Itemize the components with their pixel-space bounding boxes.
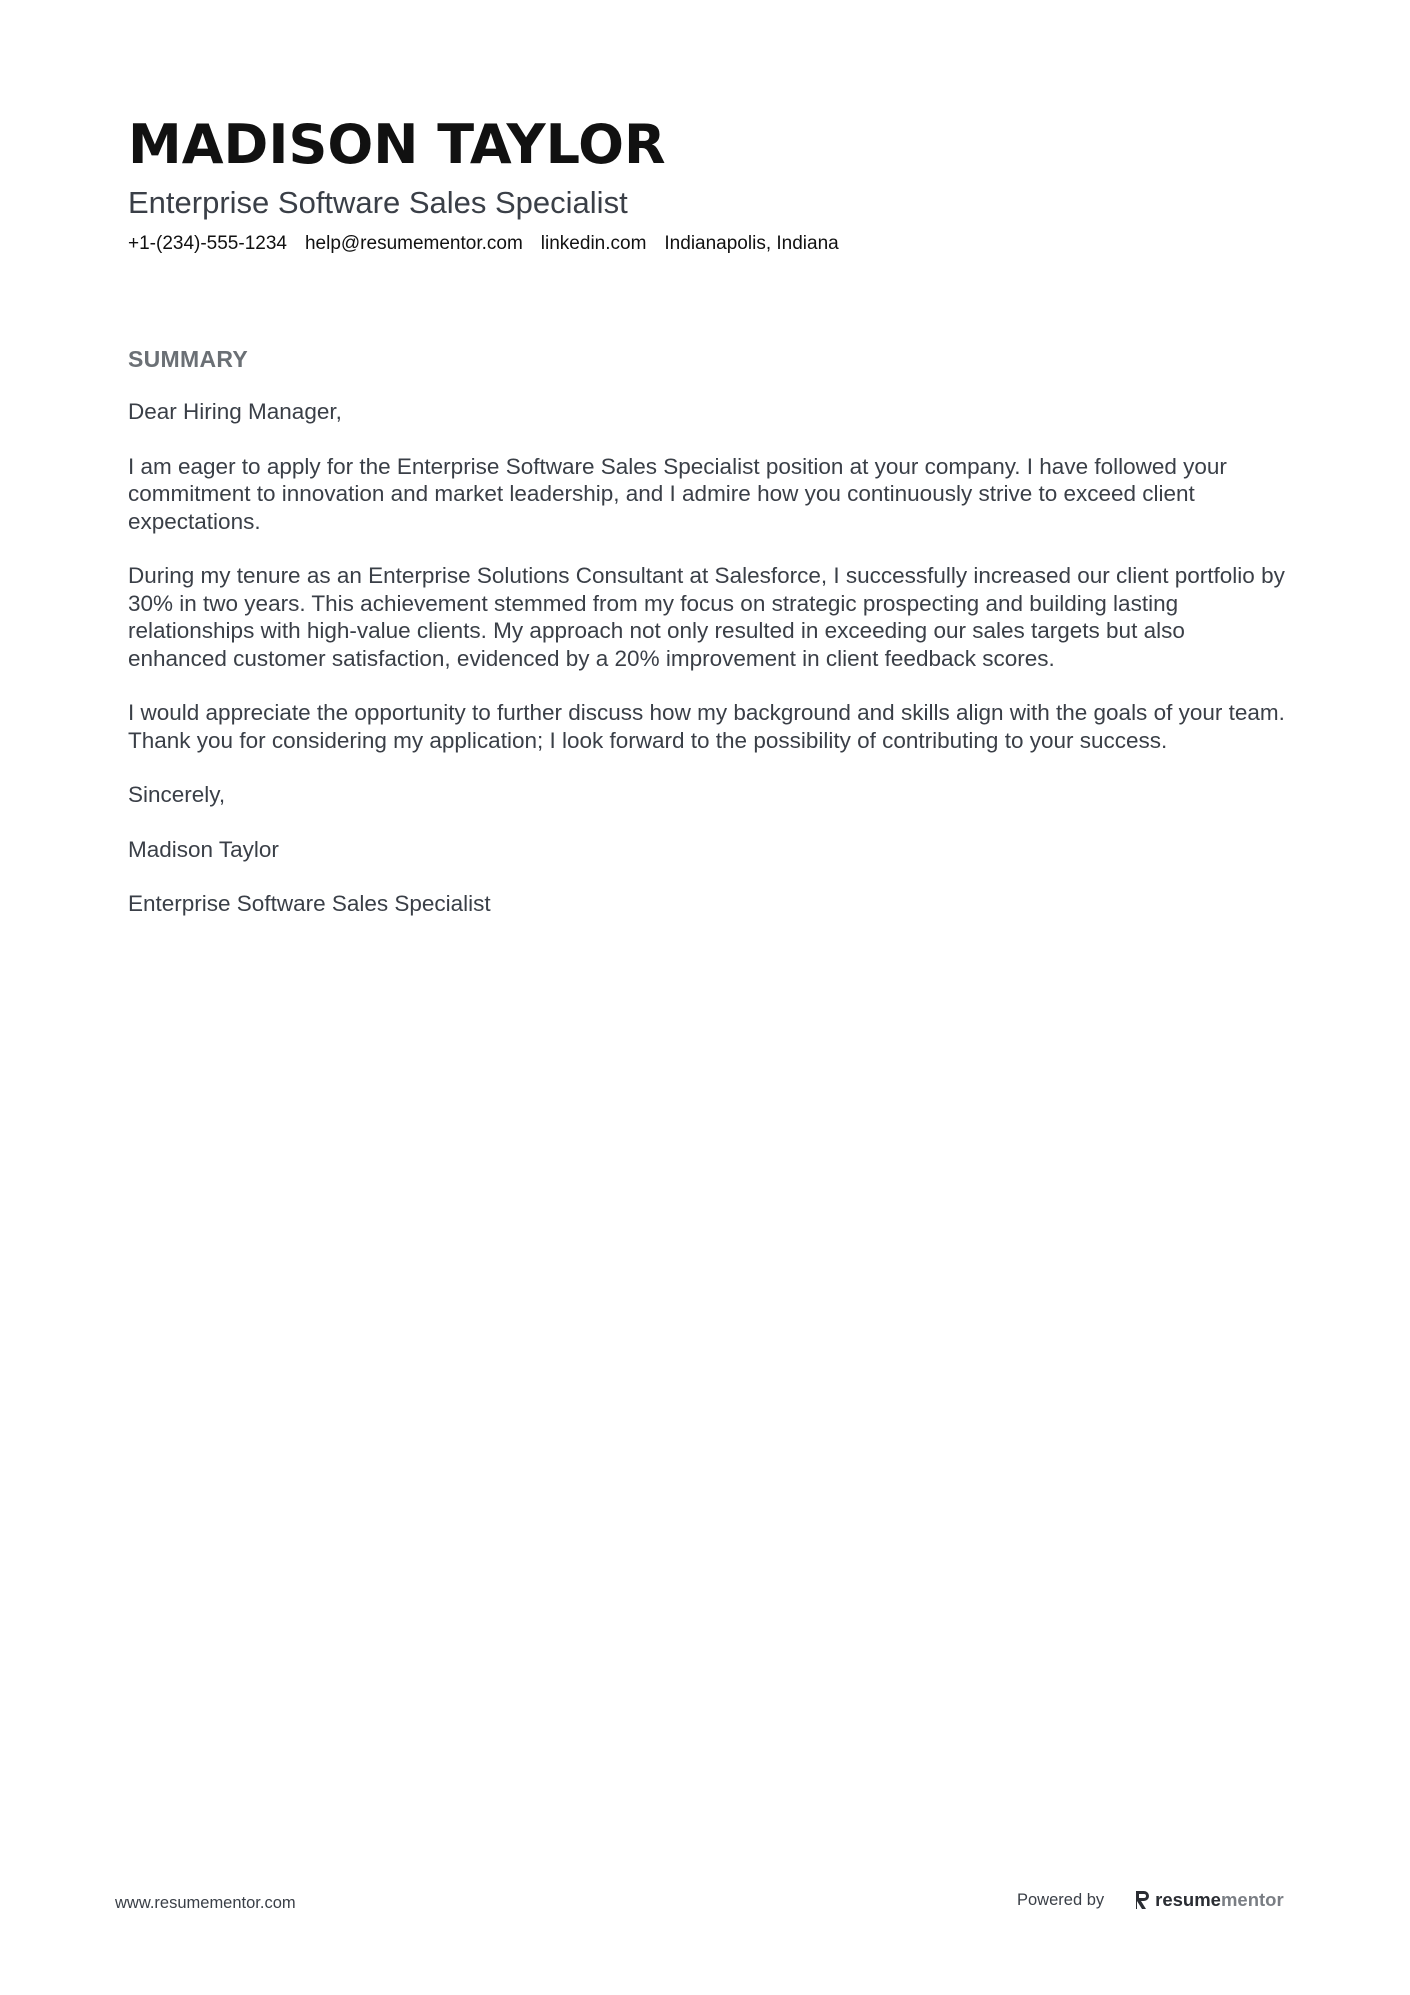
contact-location: Indianapolis, Indiana (664, 233, 839, 254)
contact-linkedin: linkedin.com (540, 233, 647, 254)
contact-info (128, 232, 1288, 256)
salutation: Dear Hiring Manager, (128, 399, 342, 424)
letter-paragraph: I would appreciate the opportunity to further discuss how my background and skills align with the goals of your team. Thank you for considering my application; I look forward to the possibility of contributing to your success. (128, 700, 1285, 753)
letter-paragraph: During my tenure as an Enterprise Solutions Consultant at Salesforce, I successfully increased our client portfolio by 30% in two years. This achievement stemmed from my focus on strategic prospecting and building lasting relationships with high-value clients. My approach not only resulted in exceeding our sales targets but also enhanced customer satisfaction, evidenced by a 20% improvement in client feedback scores. (128, 563, 1285, 671)
powered-by-label: Powered by (1017, 1891, 1105, 1909)
brand-logo (1134, 1889, 1284, 1911)
signature-name: Madison Taylor (128, 836, 279, 862)
brand-name-mentor: mentor (1220, 1889, 1284, 1910)
header (128, 112, 1288, 256)
brand-name-resume: resume (1155, 1889, 1221, 1910)
letter-paragraph: I am eager to apply for the Enterprise Software Sales Specialist position at your company. I have followed your commitment to innovation and market leadership, and I admire how you continuously strive to exceed client expectations. (128, 453, 1227, 534)
footer-website: www.resumementor.com (115, 1894, 296, 1912)
footer-branding (1017, 1889, 1284, 1911)
contact-email: help@resumementor.com (304, 233, 523, 254)
summary-heading: SUMMARY (128, 346, 249, 372)
closing: Sincerely, (128, 782, 226, 807)
resumementor-logo-icon (1134, 1890, 1150, 1910)
signature-title: Enterprise Software Sales Specialist (128, 891, 491, 916)
letter-body (128, 398, 1288, 945)
contact-phone: +1-(234)-555-1234 (128, 233, 287, 254)
candidate-title: Enterprise Software Sales Specialist (128, 185, 628, 220)
candidate-name: MADISON TAYLOR (128, 113, 666, 176)
